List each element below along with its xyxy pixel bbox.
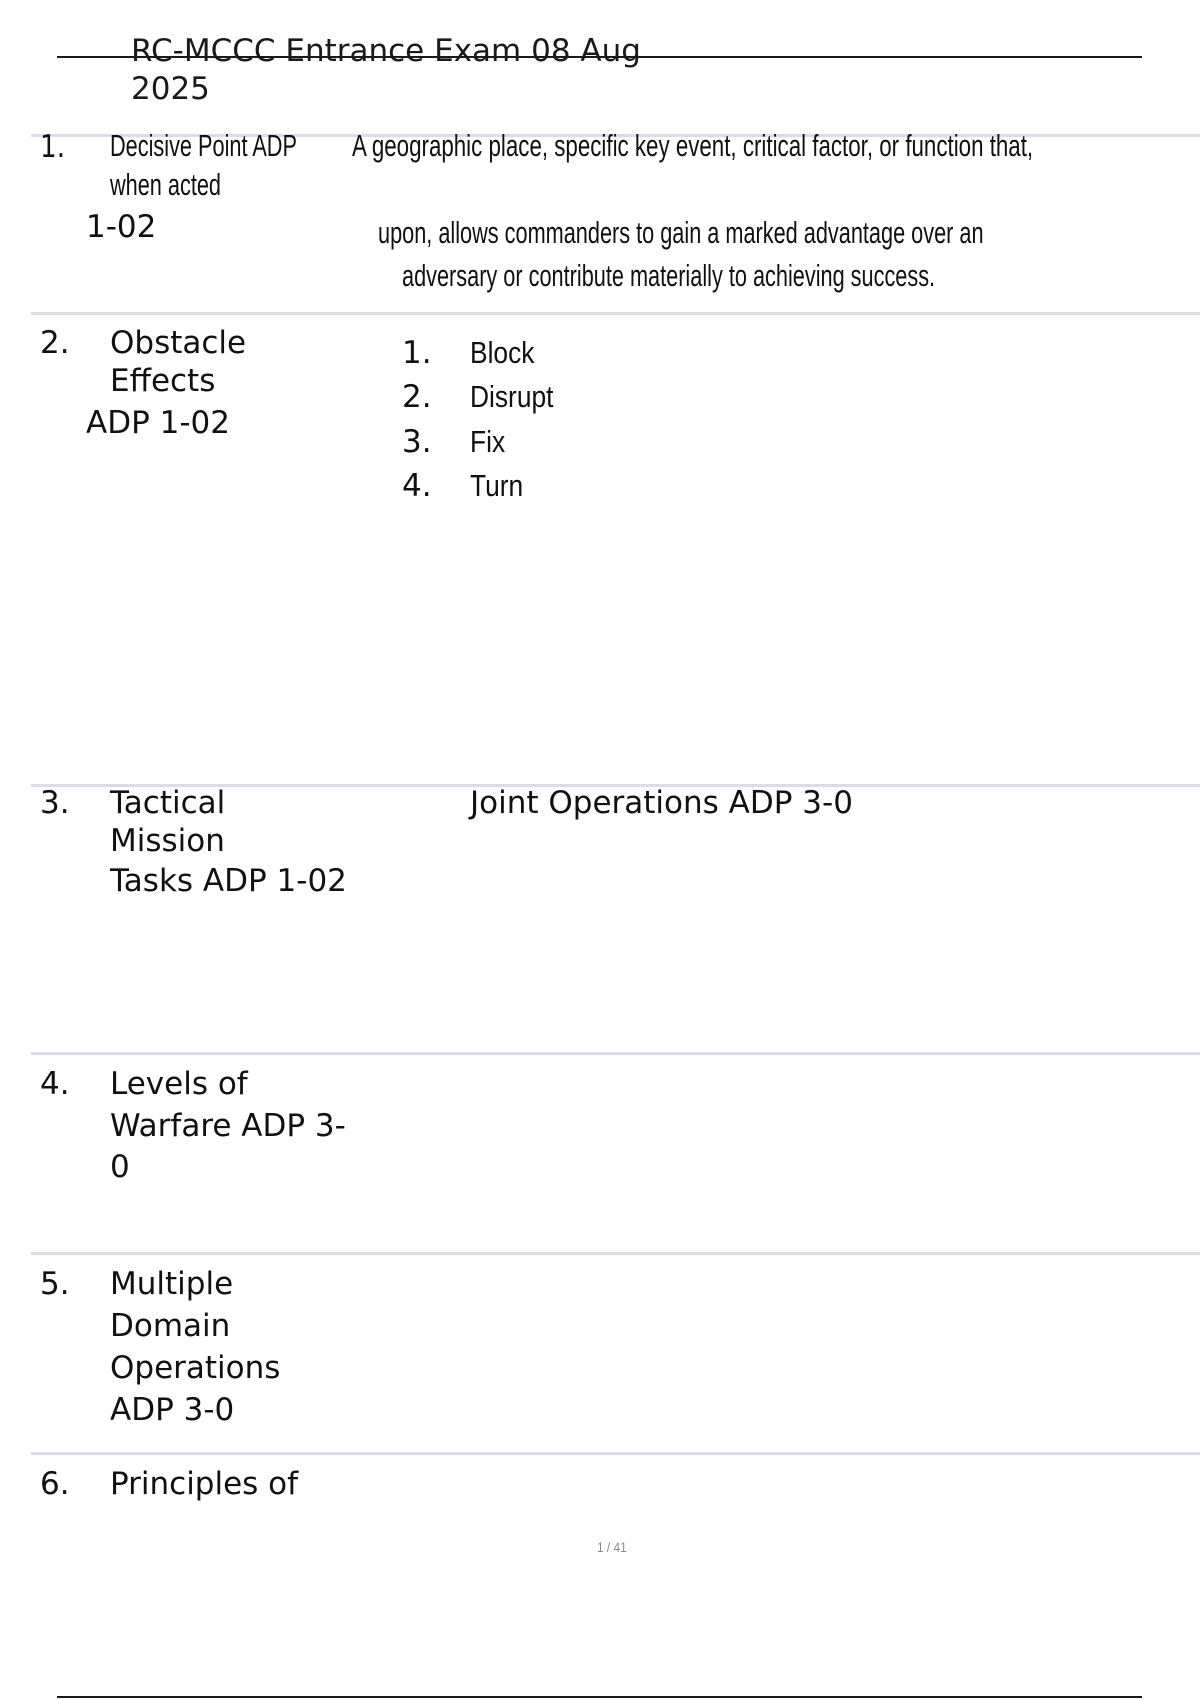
row-5-term-line4: ADP 3-0 [110,1392,235,1428]
document-title-line1: RC-MCCC Entrance Exam 08 Aug [131,33,641,69]
row-3-term-line1: Tactical [110,785,226,821]
page-indicator: 1 / 41 [597,1539,627,1555]
row-6-number: 6. [40,1466,70,1502]
list-item-number: 2. [402,379,432,415]
list-item-block: Block [470,335,535,370]
row-2-number: 2. [40,325,70,361]
list-item-number: 3. [402,424,432,460]
row-5-number: 5. [40,1266,70,1302]
list-item-turn: Turn [470,468,524,503]
row-2-term-line3: ADP 1-02 [86,405,230,441]
row-divider [31,1052,1200,1055]
row-2-term-line2: Effects [110,363,216,399]
row-1-term-line3: 1-02 [86,209,157,245]
row-5-term-line1: Multiple [110,1266,234,1302]
row-5-term-line3: Operations [110,1350,281,1386]
row-3-term-line2: Mission [110,823,225,859]
list-item-number: 1. [402,335,432,371]
row-4-term-line3: 0 [110,1149,130,1185]
row-1-definition-line3: adversary or contribute materially to achieving success. [402,258,936,293]
row-4-term-line1: Levels of [110,1066,248,1102]
row-6-term-line1: Principles of [110,1466,299,1502]
row-4-number: 4. [40,1066,70,1102]
row-5-term-line2: Domain [110,1308,231,1344]
row-divider [31,1252,1200,1255]
list-item-fix: Fix [470,424,506,459]
row-3-term-line3: Tasks ADP 1-02 [110,863,347,899]
row-1-number: 1. [40,129,66,165]
row-2-term-line1: Obstacle [110,325,247,361]
list-item-disrupt: Disrupt [470,379,554,414]
row-divider [31,312,1200,315]
row-4-term-line2: Warfare ADP 3- [110,1108,346,1144]
row-divider [31,1452,1200,1455]
row-1-definition-line1: A geographic place, specific key event, critical factor, or function that, [352,128,1034,163]
row-3-number: 3. [40,785,70,821]
footer-rule [57,1696,1142,1698]
row-1-definition-line2: upon, allows commanders to gain a marked advantage over an [378,215,984,250]
row-3-definition: Joint Operations ADP 3-0 [470,785,853,821]
row-1-term-line2: when acted [110,167,221,202]
document-title-line2: 2025 [131,71,210,107]
row-1-term-line1: Decisive Point ADP [110,128,297,163]
list-item-number: 4. [402,468,432,504]
